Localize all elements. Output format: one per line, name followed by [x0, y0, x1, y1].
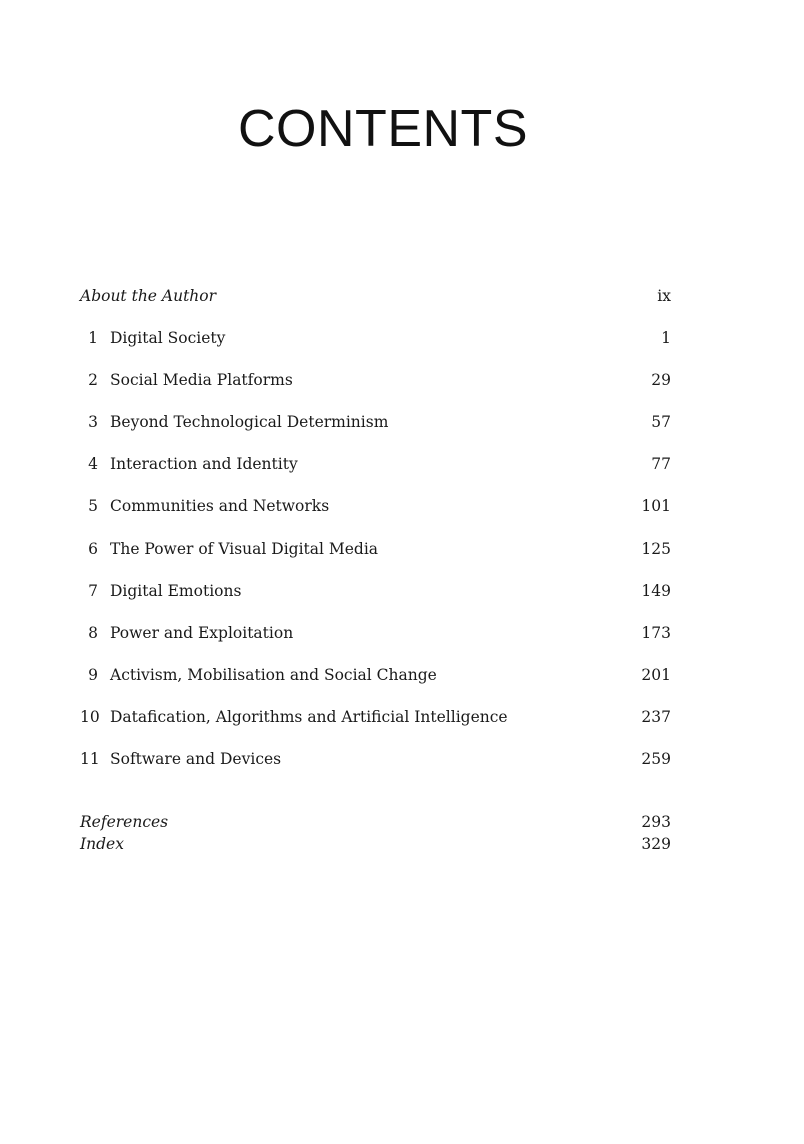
chapter-title: Software and Devices [110, 750, 282, 768]
chapter-page: 101 [641, 497, 671, 515]
toc-entry-references [80, 810, 671, 834]
chapter-number: 11 [80, 750, 100, 768]
chapter-number: 9 [88, 666, 98, 684]
chapter-page: 57 [651, 413, 671, 431]
page-title: CONTENTS [238, 100, 528, 158]
toc-entry-chapter-1 [80, 326, 671, 350]
chapter-title: Social Media Platforms [110, 371, 293, 389]
chapter-number: 2 [88, 371, 98, 389]
chapter-title: Digital Society [110, 329, 226, 347]
chapter-page: 259 [641, 750, 671, 768]
chapter-title: Communities and Networks [110, 497, 330, 515]
chapter-number: 4 [88, 455, 98, 473]
toc-entry-index [80, 832, 671, 856]
chapter-number: 10 [80, 708, 100, 726]
toc-entry-chapter-5 [80, 494, 671, 518]
chapter-title: Activism, Mobilisation and Social Change [110, 666, 437, 684]
toc-entry-chapter-7 [80, 579, 671, 603]
chapter-title: Digital Emotions [110, 582, 242, 600]
toc-entry-page: 329 [641, 835, 671, 853]
chapter-page: 237 [641, 708, 671, 726]
toc-entry-chapter-8 [80, 621, 671, 645]
chapter-title: Power and Exploitation [110, 624, 294, 642]
chapter-number: 5 [88, 497, 98, 515]
chapter-page: 149 [641, 582, 671, 600]
toc-entry-chapter-9 [80, 663, 671, 687]
chapter-page: 77 [651, 455, 671, 473]
chapter-title: Datafication, Algorithms and Artificial Intelligence [110, 708, 508, 726]
toc-entry-title: About the Author [80, 287, 217, 305]
toc-entry-title: References [80, 813, 169, 831]
chapter-number: 7 [88, 582, 98, 600]
chapter-page: 173 [641, 624, 671, 642]
chapter-page: 201 [641, 666, 671, 684]
chapter-number: 3 [88, 413, 98, 431]
chapter-title: Beyond Technological Determinism [110, 413, 389, 431]
toc-entry-chapter-3 [80, 410, 671, 434]
chapter-title: The Power of Visual Digital Media [110, 540, 379, 558]
toc-entry-page: ix [657, 287, 671, 305]
toc-entry-page: 293 [641, 813, 671, 831]
chapter-title: Interaction and Identity [110, 455, 298, 473]
toc-entry-chapter-11 [80, 747, 671, 771]
chapter-page: 29 [651, 371, 671, 389]
toc-entry-chapter-6 [80, 537, 671, 561]
toc-entry-about-the-author [80, 284, 671, 308]
toc-entry-chapter-4 [80, 452, 671, 476]
chapter-page: 125 [641, 540, 671, 558]
toc-entry-title: Index [80, 835, 124, 853]
toc-entry-chapter-2 [80, 368, 671, 392]
toc-entry-chapter-10 [80, 705, 671, 729]
chapter-number: 1 [88, 329, 98, 347]
chapter-page: 1 [661, 329, 671, 347]
chapter-number: 8 [88, 624, 98, 642]
chapter-number: 6 [88, 540, 98, 558]
